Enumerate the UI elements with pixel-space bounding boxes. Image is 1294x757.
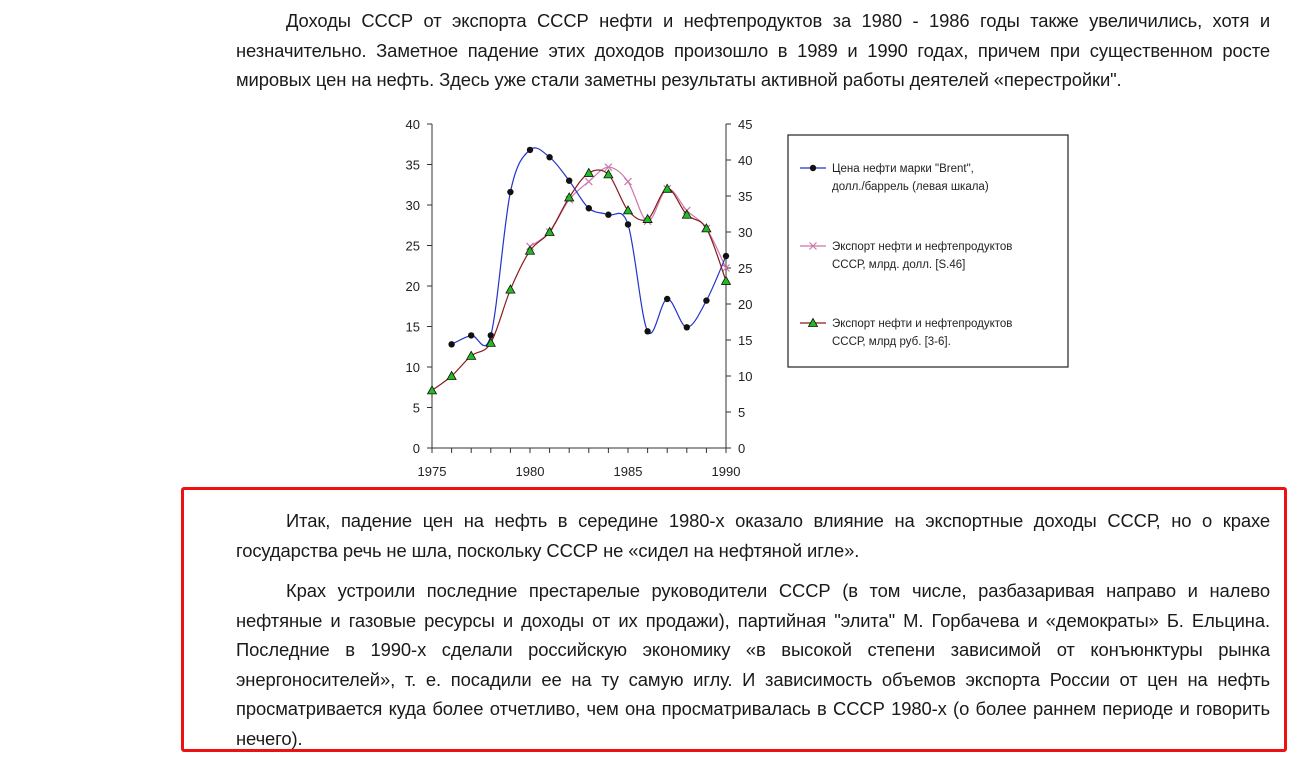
series-0-point [723, 253, 729, 259]
series-2-point [428, 386, 437, 394]
left-axis-tick-label: 30 [405, 198, 420, 213]
left-axis-tick-label: 5 [412, 400, 420, 416]
series-0-point [664, 296, 670, 302]
x-axis-tick-label: 1990 [711, 464, 741, 479]
series-2-point [584, 168, 593, 176]
conclusion-paragraph-1: Итак, падение цен на нефть в середине 1980-х оказало влияние на экспортные доходы СССР, но о крахе государства речь не шла, поскольку СССР не «сидел на нефтяной игле». [236, 510, 1270, 561]
series-0-point [625, 221, 631, 227]
right-axis-tick-label: 15 [738, 333, 753, 348]
left-axis-tick-label: 20 [405, 279, 420, 294]
series-0-point [605, 212, 611, 218]
series-0-point [448, 341, 454, 347]
left-axis-tick-label: 40 [405, 117, 420, 132]
series-0-point [703, 297, 709, 303]
right-axis-tick-label: 35 [738, 189, 753, 204]
series-line-0 [452, 148, 726, 346]
legend-entry-text: Цена нефти марки "Brent", [832, 163, 974, 175]
oil-export-chart [392, 108, 1013, 483]
right-axis-tick-label: 45 [738, 117, 753, 132]
series-2-point [624, 206, 633, 214]
legend-entry-text: долл./баррель (левая шкала) [832, 181, 989, 193]
left-axis-tick-label: 25 [405, 238, 420, 254]
right-axis-tick-label: 20 [738, 297, 753, 312]
x-axis-tick-label: 1975 [417, 464, 447, 479]
series-2-point [722, 276, 731, 284]
series-1-point [625, 178, 632, 185]
right-axis-tick-label: 0 [738, 441, 746, 456]
legend-entry-text: Экспорт нефти и нефтепродуктов [832, 241, 1013, 253]
series-0-point [527, 147, 533, 153]
x-axis-tick-label: 1985 [613, 464, 643, 479]
legend-swatch-marker [810, 165, 816, 171]
right-axis-tick-label: 5 [738, 405, 746, 420]
legend-entry-text: Экспорт нефти и нефтепродуктов [832, 318, 1013, 330]
legend-entry-text: СССР, млрд руб. [3-6]. [832, 336, 951, 348]
x-axis-tick-label: 1980 [515, 464, 545, 479]
series-2-point [604, 170, 613, 178]
right-axis-tick-label: 25 [738, 261, 753, 276]
right-axis-tick-label: 30 [738, 225, 753, 240]
left-axis-tick-label: 35 [405, 157, 420, 173]
conclusion-paragraph-2: Крах устроили последние престарелые руководители СССР (в том числе, разбазаривая направо и налево нефтяные и газовые ресурсы и доходы от их продажи), партийная "элита" М. Горбачева и «демократы» Б. Ельцина. Последние в 1990-х сделали российскую экономику «в высокой степени зависимой от конъюнктуры рынка энергоносителей», т. е. посадили ее на ту самую иглу. И зависимость объемов экспорта России от цен на нефть просматривается куда более отчетливо, чем она просматривалась в СССР 1980-х (о более раннем периоде и говорить нечего). [236, 580, 1270, 749]
series-1-point [585, 178, 592, 185]
right-axis-tick-label: 10 [738, 369, 753, 384]
series-0-point [507, 189, 513, 195]
series-0-point [586, 205, 592, 211]
left-axis-tick-label: 0 [412, 441, 420, 456]
series-0-point [684, 324, 690, 330]
right-axis-tick-label: 40 [738, 153, 753, 168]
series-0-point [566, 178, 572, 184]
series-2-point [506, 285, 515, 293]
left-axis-tick-label: 15 [405, 319, 420, 335]
series-0-point [468, 332, 474, 338]
series-0-point [644, 328, 650, 334]
intro-paragraph: Доходы СССР от экспорта СССР нефти и нефтепродуктов за 1980 - 1986 годы также увеличились, хотя и незначительно. Заметное падение этих доходов произошло в 1989 и 1990 годах, причем при существенном росте мировых цен на нефть. Здесь уже стали заметны результаты активной работы деятелей «перестройки". [236, 10, 1270, 90]
legend-entry-text: СССР, млрд. долл. [S.46] [832, 259, 966, 271]
series-0-point [546, 154, 552, 160]
series-2-point [467, 351, 476, 359]
left-axis-tick-label: 10 [405, 360, 420, 375]
